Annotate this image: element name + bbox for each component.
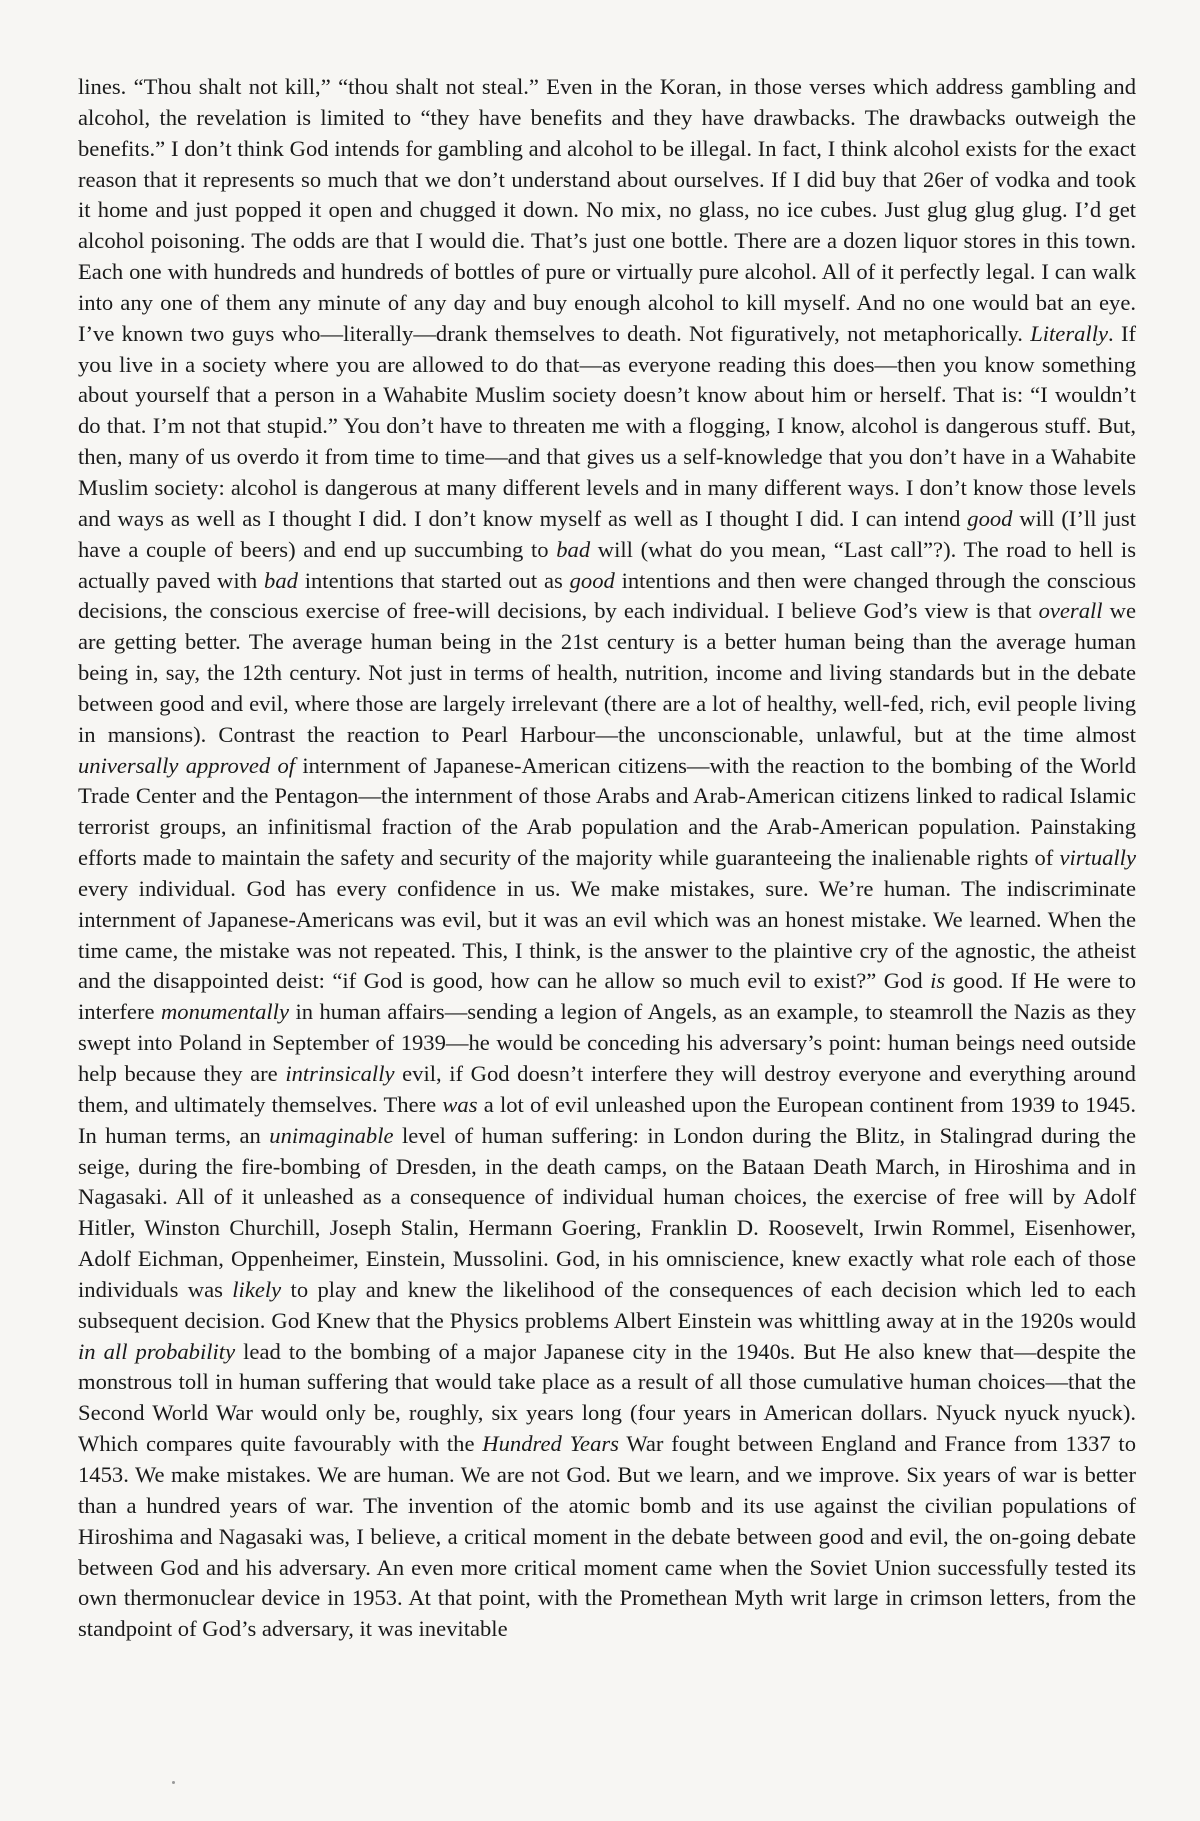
text-segment: lead to the bombing of a major Japanese city in the 1940s. But He also knew that—despite the monstrous toll in human suffering that would take place as a result of all those cumulative human choices—that the Second World War would only be, roughly, six years long (four years in American dollars. Nyuck nyuck nyuck). Which compares quite favourably with the [78,1338,1136,1457]
body-text [78,72,1136,1645]
italic-text-segment: is [930,968,946,994]
text-segment: internment of Japanese-American citizens—with the reaction to the bombing of the World Trade Center and the Pentagon—the internment of those Arabs and Arab-American citizens linked to radical Islamic terrorist groups, an infinitismal fraction of the Arab population and the Arab-American population. Painstaking efforts made to maintain the safety and security of the majority while guaranteeing the inalienable rights of [78,752,1136,871]
text-segment: to play and knew the likelihood of the consequences of each decision which led to each subsequent decision. God Knew that the Physics problems Albert Einstein was whittling away at in the 1920s would [78,1276,1136,1333]
italic-text-segment: bad [556,536,591,562]
text-segment: intentions and then were changed through the conscious decisions, the conscious exercise of free-will decisions, by each individual. I believe God’s view is that [78,567,1136,624]
text-segment: a lot of evil unleashed upon the European continent from 1939 to 1945. In human terms, an [78,1091,1136,1148]
italic-text-segment: virtually [1059,845,1136,871]
italic-text-segment: good [967,505,1013,531]
scan-speck [172,1781,175,1784]
text-segment: will (what do you mean, “Last call”?). The road to hell is actually paved with [78,536,1136,593]
italic-text-segment: good [569,567,615,593]
italic-text-segment: overall [1038,598,1103,624]
text-segment: in human affairs—sending a legion of Angels, as an example, to steamroll the Nazis as they swept into Poland in September of 1939—he would be conceding his adversary’s point: human beings need outside help because they are [78,999,1136,1086]
italic-text-segment: likely [232,1276,282,1302]
italic-text-segment: monumentally [160,999,289,1025]
text-segment: War fought between England and France from 1337 to 1453. We make mistakes. We are human. We are not God. But we learn, and we improve. Six years of war is better than a hundred years of war. The invention of the atomic bomb and its use against the civilian populations of Hiroshima and Nagasaki was, I believe, a critical moment in the debate between good and evil, the on-going debate between God and his adversary. An even more critical moment came when the Soviet Union successfully tested its own thermonuclear device in 1953. At that point, with the Promethean Myth writ large in crimson letters, from the standpoint of God’s adversary, it was inevitable [78,1431,1136,1642]
text-segment: intentions that started out as [297,567,570,593]
text-segment: good. If He were to interfere [78,968,1136,1025]
italic-text-segment: intrinsically [285,1061,395,1086]
italic-text-segment: universally approved of [78,752,296,778]
text-segment: . If you live in a society where you are allowed to do that—as everyone reading this does—then you know something about yourself that a person in a Wahabite Muslim society doesn’t know about him or herself. That is: “I wouldn’t do that. I’m not that stupid.” You don’t have to threaten me with a flogging, I know, alcohol is dangerous stuff. But, then, many of us overdo it from time to time—and that gives us a self-knowledge that you don’t have in a Wahabite Muslim society: alcohol is dangerous at many different levels and in many different ways. I don’t know those levels and ways as well as I thought I did. I don’t know myself as well as I thought I did. I can intend [78,320,1136,531]
italic-text-segment: in all probability [78,1338,236,1364]
text-segment: evil, if God doesn’t interfere they will destroy everyone and everything around them, and ultimately themselves. There [78,1061,1136,1117]
italic-text-segment: Literally [1030,320,1109,346]
italic-text-segment: bad [264,567,298,593]
text-segment: we are getting better. The average human being in the 21st century is a better human being than the average human being in, say, the 12th century. Not just in terms of health, nutrition, income and living standards but in the debate between good and evil, where those are largely irrelevant (there are a lot of healthy, well-fed, rich, evil people living in mansions). Contrast the reaction to Pearl Harbour—the unconscionable, unlawful, but at the time almost [78,598,1136,747]
italic-text-segment: was [442,1091,478,1117]
text-segment: level of human suffering: in London during the Blitz, in Stalingrad during the seige, during the fire-bombing of Dresden, in the death camps, on the Bataan Death March, in Hiroshima and in Nagasaki. All of it unleashed as a consequence of individual human choices, the exercise of free will by Adolf Hitler, Winston Churchill, Joseph Stalin, Hermann Goering, Franklin D. Roosevelt, Irwin Rommel, Eisenhower, Adolf Eichman, Oppenheimer, Einstein, Mussolini. God, in his omniscience, knew exactly what role each of those individuals was [78,1122,1136,1302]
italic-text-segment: unimaginable [269,1122,394,1148]
text-segment: will (I’ll just have a couple of beers) and end up succumbing to [78,505,1136,562]
text-segment: lines. “Thou shalt not kill,” “thou shalt not steal.” Even in the Koran, in those verses which address gambling and alcohol, the revelation is limited to “they have benefits and they have drawbacks. The drawbacks outweigh the benefits.” I don’t think God intends for gambling and alcohol to be illegal. In fact, I think alcohol exists for the exact reason that it represents so much that we don’t understand about ourselves. If I did buy that 26er of vodka and took it home and just popped it open and chugged it down. No mix, no glass, no ice cubes. Just glug glug glug. I’d get alcohol poisoning. The odds are that I would die. That’s just one bottle. There are a dozen liquor stores in this town. Each one with hundreds and hundreds of bottles of pure or virtually pure alcohol. All of it perfectly legal. I can walk into any one of them any minute of any day and buy enough alcohol to kill myself. And no one would bat an eye. I’ve known two guys who—literally—drank themselves to death. Not figuratively, not metaphorically. [78,74,1136,346]
italic-text-segment: Hundred Years [482,1431,619,1457]
text-segment: every individual. God has every confidence in us. We make mistakes, sure. We’re human. The indiscriminate internment of Japanese-Americans was evil, but it was an evil which was an honest mistake. We learned. When the time came, the mistake was not repeated. This, I think, is the answer to the plaintive cry of the agnostic, the atheist and the disappointed deist: “if God is good, how can he allow so much evil to exist?” God [78,875,1136,994]
